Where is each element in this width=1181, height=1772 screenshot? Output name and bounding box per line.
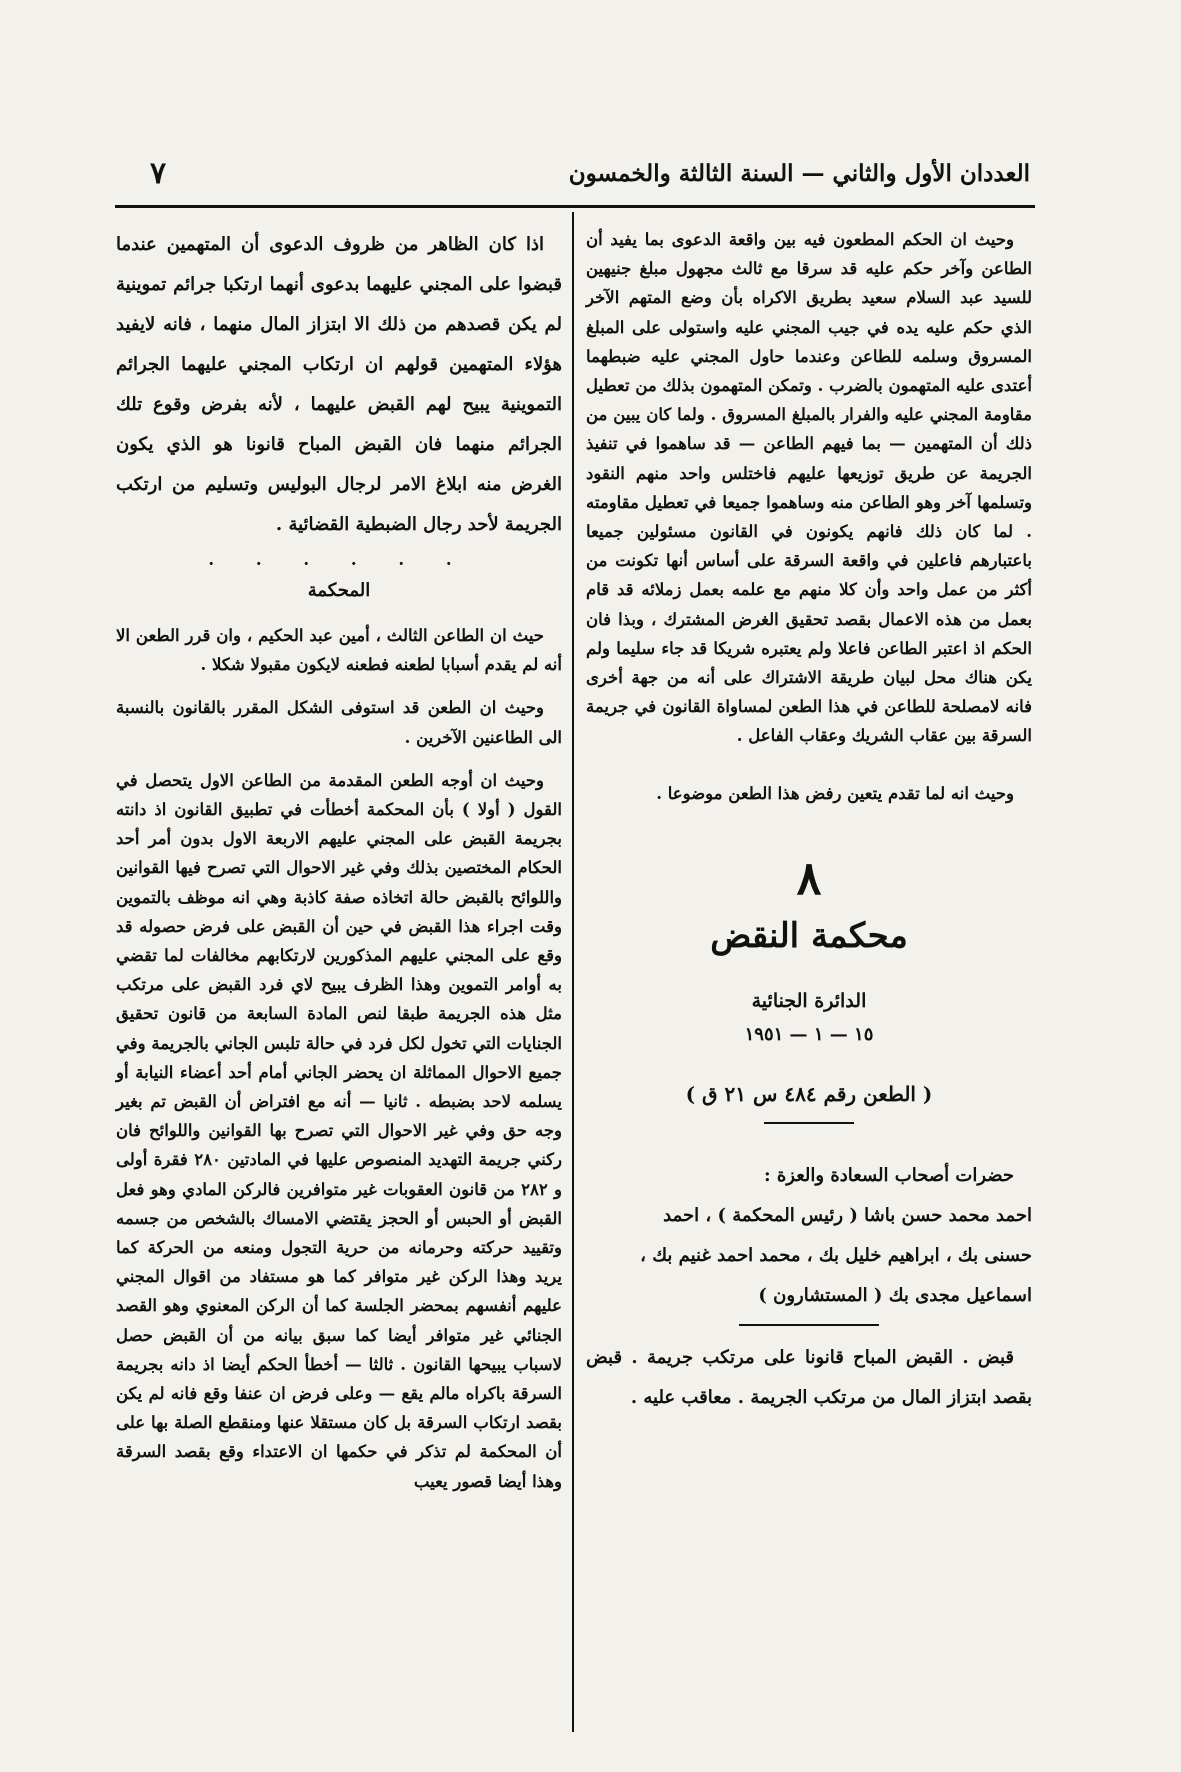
section-number: ٨	[796, 850, 822, 905]
page-header	[150, 156, 1030, 200]
judges-line-3: اسماعيل مجدى بك ( المستشارون )	[758, 1284, 1032, 1306]
case-summary: قبض . القبض المباح قانونا على مرتكب جريمة . قبض بقصد ابتزاز المال من مرتكب الجريمة . معاقب عليه .	[586, 1346, 1032, 1408]
header-rule	[115, 205, 1035, 208]
page-number: ٧	[150, 156, 167, 191]
left-para-4: وحيث ان أوجه الطعن المقدمة من الطاعن الاول يتحصل في القول ( أولا ) بأن المحكمة أخطأت في تطبيق القانون اذ دانته بجريمة القبض على المجني عليهم الاربعة الاول بدون أمر أحد الحكام المختصين بذلك وفي غير الاحوال التي تصرح فيها القوانين واللوائح بالقبض حالة اتخاذه صفة كاذبة وهي انه موظف بالتموين وقت اجراء هذا القبض في حين أن القبض على فرض حصوله قد وقع على المجني عليهم المذكورين لارتكابهم مخالفات لما تقضي به أوامر التموين وهذا الظرف يبيح لاي فرد القبض على مرتكب مثل هذه الجريمة طبقا لنص المادة السابعة من قانون تحقيق الجنايات التي تخول لكل فرد في حالة تلبس الجاني بالجريمة وفي جميع الاحوال المماثلة ان يحضر الجاني أمام أحد أعضاء النيابة أو يسلمه لاحد بضبطه . ثانيا — أنه مع افتراض أن القبض تم بغير وجه حق وفي غير الاحوال التي تصرح بها القوانين واللوائح فان ركني جريمة التهديد المنصوص عليها في المادتين ٢٨٠ فقرة أولى و ٢٨٢ من قانون العقوبات غير متوافرين فالركن المادي وهو فعل القبض أو الحبس أو الحجز يقتضي الامساك بالشخص من جسمه وتقييد حركته وحرمانه من حرية التجول ومنعه من الحركة كما يريد وهذا الركن غير متوافر كما هو مستفاد من اقوال المجني عليهم أنفسهم بمحضر الجلسة كما أن الركن المعنوي وهو القصد الجنائي غير متوافر أيضا كما سبق بيانه من أن القبض حصل لاسباب يبيحها القانون . ثالثا — أخطأ الحكم أيضا اذ دانه بجريمة السرقة باكراه مالم يقع — وعلى فرض ان عنفا وقع فانه لم يكن بقصد ارتكاب السرقة بل كان مستقلا عنها ومنقطع الصلة بها على أن المحكمة لم تذكر في حكمها ان الاعتداء وقع بقصد السرقة وهذا أيضا قصور يعيب	[116, 770, 562, 1491]
right-para-1: وحيث ان الحكم المطعون فيه بين واقعة الدعوى بما يفيد أن الطاعن وآخر حكم عليه قد سرقا مع ثالث مجهول مبلغ جنيهين للسيد عبد السلام سعيد بطريق الاكراه بأن وضع المتهم الآخر الذي حكم عليه يده في جيب المجني عليه واستولى على المبلغ المسروق وسلمه للطاعن وعندما حاول المجني عليه ضبطهما أعتدى عليه المتهمون بالضرب . وتمكن المتهمون بذلك من تعطيل مقاومة المجني عليه والفرار بالمبلغ المسروق . ولما كان يبين من ذلك أن المتهمين — بما فيهم الطاعن — قد ساهموا في تنفيذ الجريمة عن طريق توزيعها عليهم فاختلس واحد منهم النقود وتسلمها آخر وهو الطاعن منه وساهموا جميعا في تعطيل مقاومته . لما كان ذلك فانهم يكونون في القانون مسئولين جميعا باعتبارهم فاعلين في واقعة السرقة على أساس أنها تكونت من أكثر من عمل واحد وأن كلا منهم مع علمه بعمل زملائه قد قام بعمل من هذه الاعمال بقصد تحقيق الغرض المشترك ، وبذا فان الحكم اذ اعتبر الطاعن فاعلا ولم يعتبره شريكا قد جاء سليما ولم يكن هناك محل لبيان طريقة الاشتراك على أنه من جهة أخرى فانه لامصلحة للطاعن في هذا الطعن لمساواة القانون في جريمة السرقة بين عقاب الشريك وعقاب الفاعل .	[586, 230, 1032, 746]
case-rule	[764, 1122, 854, 1124]
attendees-intro: حضرات أصحاب السعادة والعزة :	[763, 1164, 1014, 1186]
court-name: محكمة النقض	[710, 915, 908, 956]
left-para-2: حيث ان الطاعن الثالث ، أمين عبد الحكيم ، وان قرر الطعن الا أنه لم يقدم أسبابا لطعنه فطعنه لايكون مقبولا شكلا .	[116, 626, 562, 675]
left-column	[116, 225, 562, 1496]
column-divider	[572, 212, 574, 1732]
judges-list	[586, 1196, 1032, 1316]
header-title: العددان الأول والثاني — السنة الثالثة والخمسون	[568, 160, 1030, 187]
names-rule	[739, 1324, 879, 1326]
right-para-2: وحيث انه لما تقدم يتعين رفض هذا الطعن موضوعا .	[656, 783, 1014, 803]
left-para-3: وحيث ان الطعن قد استوفى الشكل المقرر بالقانون بالنسبة الى الطاعنين الآخرين .	[116, 698, 562, 747]
session-date: ١٥ — ١ — ١٩٥١	[744, 1023, 874, 1045]
judges-line-2: حسنى بك ، ابراهيم خليل بك ، محمد احمد غنيم بك ،	[640, 1244, 1032, 1266]
left-para-1: اذا كان الظاهر من ظروف الدعوى أن المتهمين عندما قبضوا على المجني عليهما بدعوى أنهما ارتكبا جرائم تموينية لم يكن قصدهم من ذلك الا ابتزاز المال منهما ، فانه لايفيد هؤلاء المتهمين قولهم ان ارتكاب المجني عليهما الجرائم التموينية يبيح لهم القبض عليهما ، لأنه بفرض وقوع تلك الجرائم منهما فان القبض المباح قانونا هو الذي يكون الغرض منه ابلاغ الامر لرجال البوليس وتسليم من ارتكب الجريمة لأحد رجال الضبطية القضائية .	[116, 234, 562, 535]
separator-dots: . . . . . .	[208, 550, 470, 569]
circuit-name: الدائرة الجنائية	[751, 989, 867, 1012]
right-column	[586, 225, 1032, 1418]
court-heading: المحكمة	[307, 580, 371, 601]
judges-line-1: احمد محمد حسن باشا ( رئيس المحكمة ) ، احمد	[663, 1204, 1032, 1226]
case-number: ( الطعن رقم ٤٨٤ س ٢١ ق )	[685, 1081, 933, 1106]
